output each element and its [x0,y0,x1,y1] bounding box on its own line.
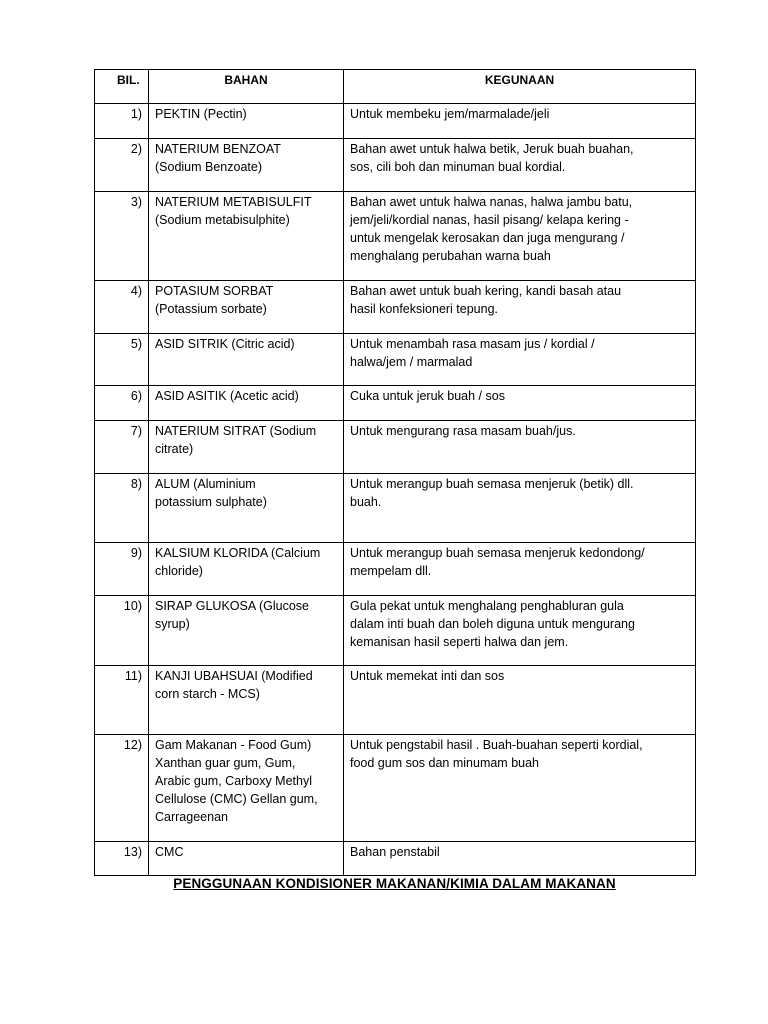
kegunaan-cell [344,104,696,139]
table-row [95,735,696,842]
kegunaan-text: hasil konfeksioneri tepung. [350,302,499,316]
kegunaan-text: menghalang perubahan warna buah [350,249,551,263]
bahan-text: Gam Makanan - Food Gum) [155,738,312,752]
table-row [95,386,696,421]
kegunaan-cell [344,281,696,334]
bahan-cell [149,666,344,735]
row-number: 12) [95,735,149,842]
kegunaan-text: dalam inti buah dan boleh diguna untuk mengurang [350,617,635,631]
kegunaan-text: untuk mengelak kerosakan dan juga mengurang / [350,231,625,245]
row-number: 4) [95,281,149,334]
row-number: 11) [95,666,149,735]
row-number: 7) [95,421,149,474]
bahan-cell [149,842,344,876]
bahan-text: ALUM (Aluminium [155,477,256,491]
table-row [95,192,696,281]
kegunaan-text: Bahan awet untuk halwa betik, Jeruk buah buahan, [350,142,634,156]
bahan-text: NATERIUM METABISULFIT [155,195,312,209]
bahan-cell [149,104,344,139]
bahan-cell [149,596,344,666]
kegunaan-text: mempelam dll. [350,564,432,578]
table-row [95,842,696,876]
bahan-text: ASID ASITIK (Acetic acid) [155,389,299,403]
kegunaan-cell [344,421,696,474]
kegunaan-text: jem/jeli/kordial nanas, hasil pisang/ kelapa kering - [350,213,629,227]
table-header-row [95,70,696,104]
kegunaan-text: Untuk merangup buah semasa menjeruk kedondong/ [350,546,645,560]
bahan-text: SIRAP GLUKOSA (Glucose [155,599,309,613]
row-number: 2) [95,139,149,192]
kegunaan-text: sos, cili boh dan minuman bual kordial. [350,160,566,174]
bahan-cell [149,334,344,386]
bahan-text: PEKTIN (Pectin) [155,107,247,121]
row-number: 5) [95,334,149,386]
row-number: 9) [95,543,149,596]
bahan-text: NATERIUM SITRAT (Sodium [155,424,317,438]
bahan-text: corn starch - MCS) [155,687,260,701]
kegunaan-cell [344,735,696,842]
header-bil: BIL. [95,70,149,104]
bahan-text: potassium sulphate) [155,495,267,509]
bahan-cell [149,735,344,842]
kegunaan-cell [344,139,696,192]
bahan-text: citrate) [155,442,194,456]
table-row [95,334,696,386]
bahan-text: (Potassium sorbate) [155,302,267,316]
bahan-text: (Sodium Benzoate) [155,160,263,174]
kegunaan-text: Bahan awet untuk halwa nanas, halwa jambu batu, [350,195,633,209]
bahan-text: syrup) [155,617,190,631]
bahan-text: ASID SITRIK (Citric acid) [155,337,295,351]
bahan-text: CMC [155,845,184,859]
kegunaan-cell [344,192,696,281]
bahan-text: (Sodium metabisulphite) [155,213,290,227]
row-number: 10) [95,596,149,666]
kegunaan-cell [344,334,696,386]
bahan-text: POTASIUM SORBAT [155,284,274,298]
table-row [95,104,696,139]
table-row [95,543,696,596]
bahan-cell [149,421,344,474]
kegunaan-text: buah. [350,495,382,509]
kegunaan-cell [344,596,696,666]
header-kegunaan: KEGUNAAN [344,70,696,104]
bahan-text: NATERIUM BENZOAT [155,142,281,156]
kegunaan-text: Untuk menambah rasa masam jus / kordial / [350,337,595,351]
bahan-text: Arabic gum, Carboxy Methyl [155,774,313,788]
kegunaan-text: Untuk membeku jem/marmalade/jeli [350,107,550,121]
kegunaan-cell [344,842,696,876]
table-body [95,104,696,876]
bahan-text: KANJI UBAHSUAI (Modified [155,669,313,683]
kegunaan-text: Gula pekat untuk menghalang penghabluran gula [350,599,624,613]
bahan-cell [149,192,344,281]
kegunaan-text: Untuk memekat inti dan sos [350,669,505,683]
bahan-text: Carrageenan [155,810,228,824]
kegunaan-text: Bahan penstabil [350,845,440,859]
bahan-cell [149,543,344,596]
bahan-text: chloride) [155,564,203,578]
additives-table [94,69,696,876]
table-row [95,666,696,735]
row-number: 3) [95,192,149,281]
table-row [95,596,696,666]
kegunaan-text: Cuka untuk jeruk buah / sos [350,389,505,403]
kegunaan-text: kemanisan hasil seperti halwa dan jem. [350,635,569,649]
header-bahan: BAHAN [149,70,344,104]
kegunaan-text: halwa/jem / marmalad [350,355,473,369]
table-row [95,139,696,192]
bahan-cell [149,386,344,421]
table-row [95,421,696,474]
table-row [95,281,696,334]
bahan-text: KALSIUM KLORIDA (Calcium [155,546,321,560]
bahan-text: Xanthan guar gum, Gum, [155,756,296,770]
row-number: 8) [95,474,149,543]
kegunaan-text: food gum sos dan minumam buah [350,756,539,770]
kegunaan-cell [344,386,696,421]
row-number: 1) [95,104,149,139]
kegunaan-text: Untuk mengurang rasa masam buah/jus. [350,424,576,438]
kegunaan-text: Bahan awet untuk buah kering, kandi basah atau [350,284,622,298]
bahan-cell [149,281,344,334]
kegunaan-cell [344,474,696,543]
bahan-cell [149,474,344,543]
row-number: 6) [95,386,149,421]
kegunaan-text: Untuk merangup buah semasa menjeruk (betik) dll. [350,477,634,491]
table-row [95,474,696,543]
kegunaan-text: Untuk pengstabil hasil . Buah-buahan seperti kordial, [350,738,643,752]
kegunaan-cell [344,666,696,735]
bahan-cell [149,139,344,192]
bahan-text: Cellulose (CMC) Gellan gum, [155,792,318,806]
row-number: 13) [95,842,149,876]
kegunaan-cell [344,543,696,596]
document-title: PENGGUNAAN KONDISIONER MAKANAN/KIMIA DALAM MAKANAN [173,876,616,891]
